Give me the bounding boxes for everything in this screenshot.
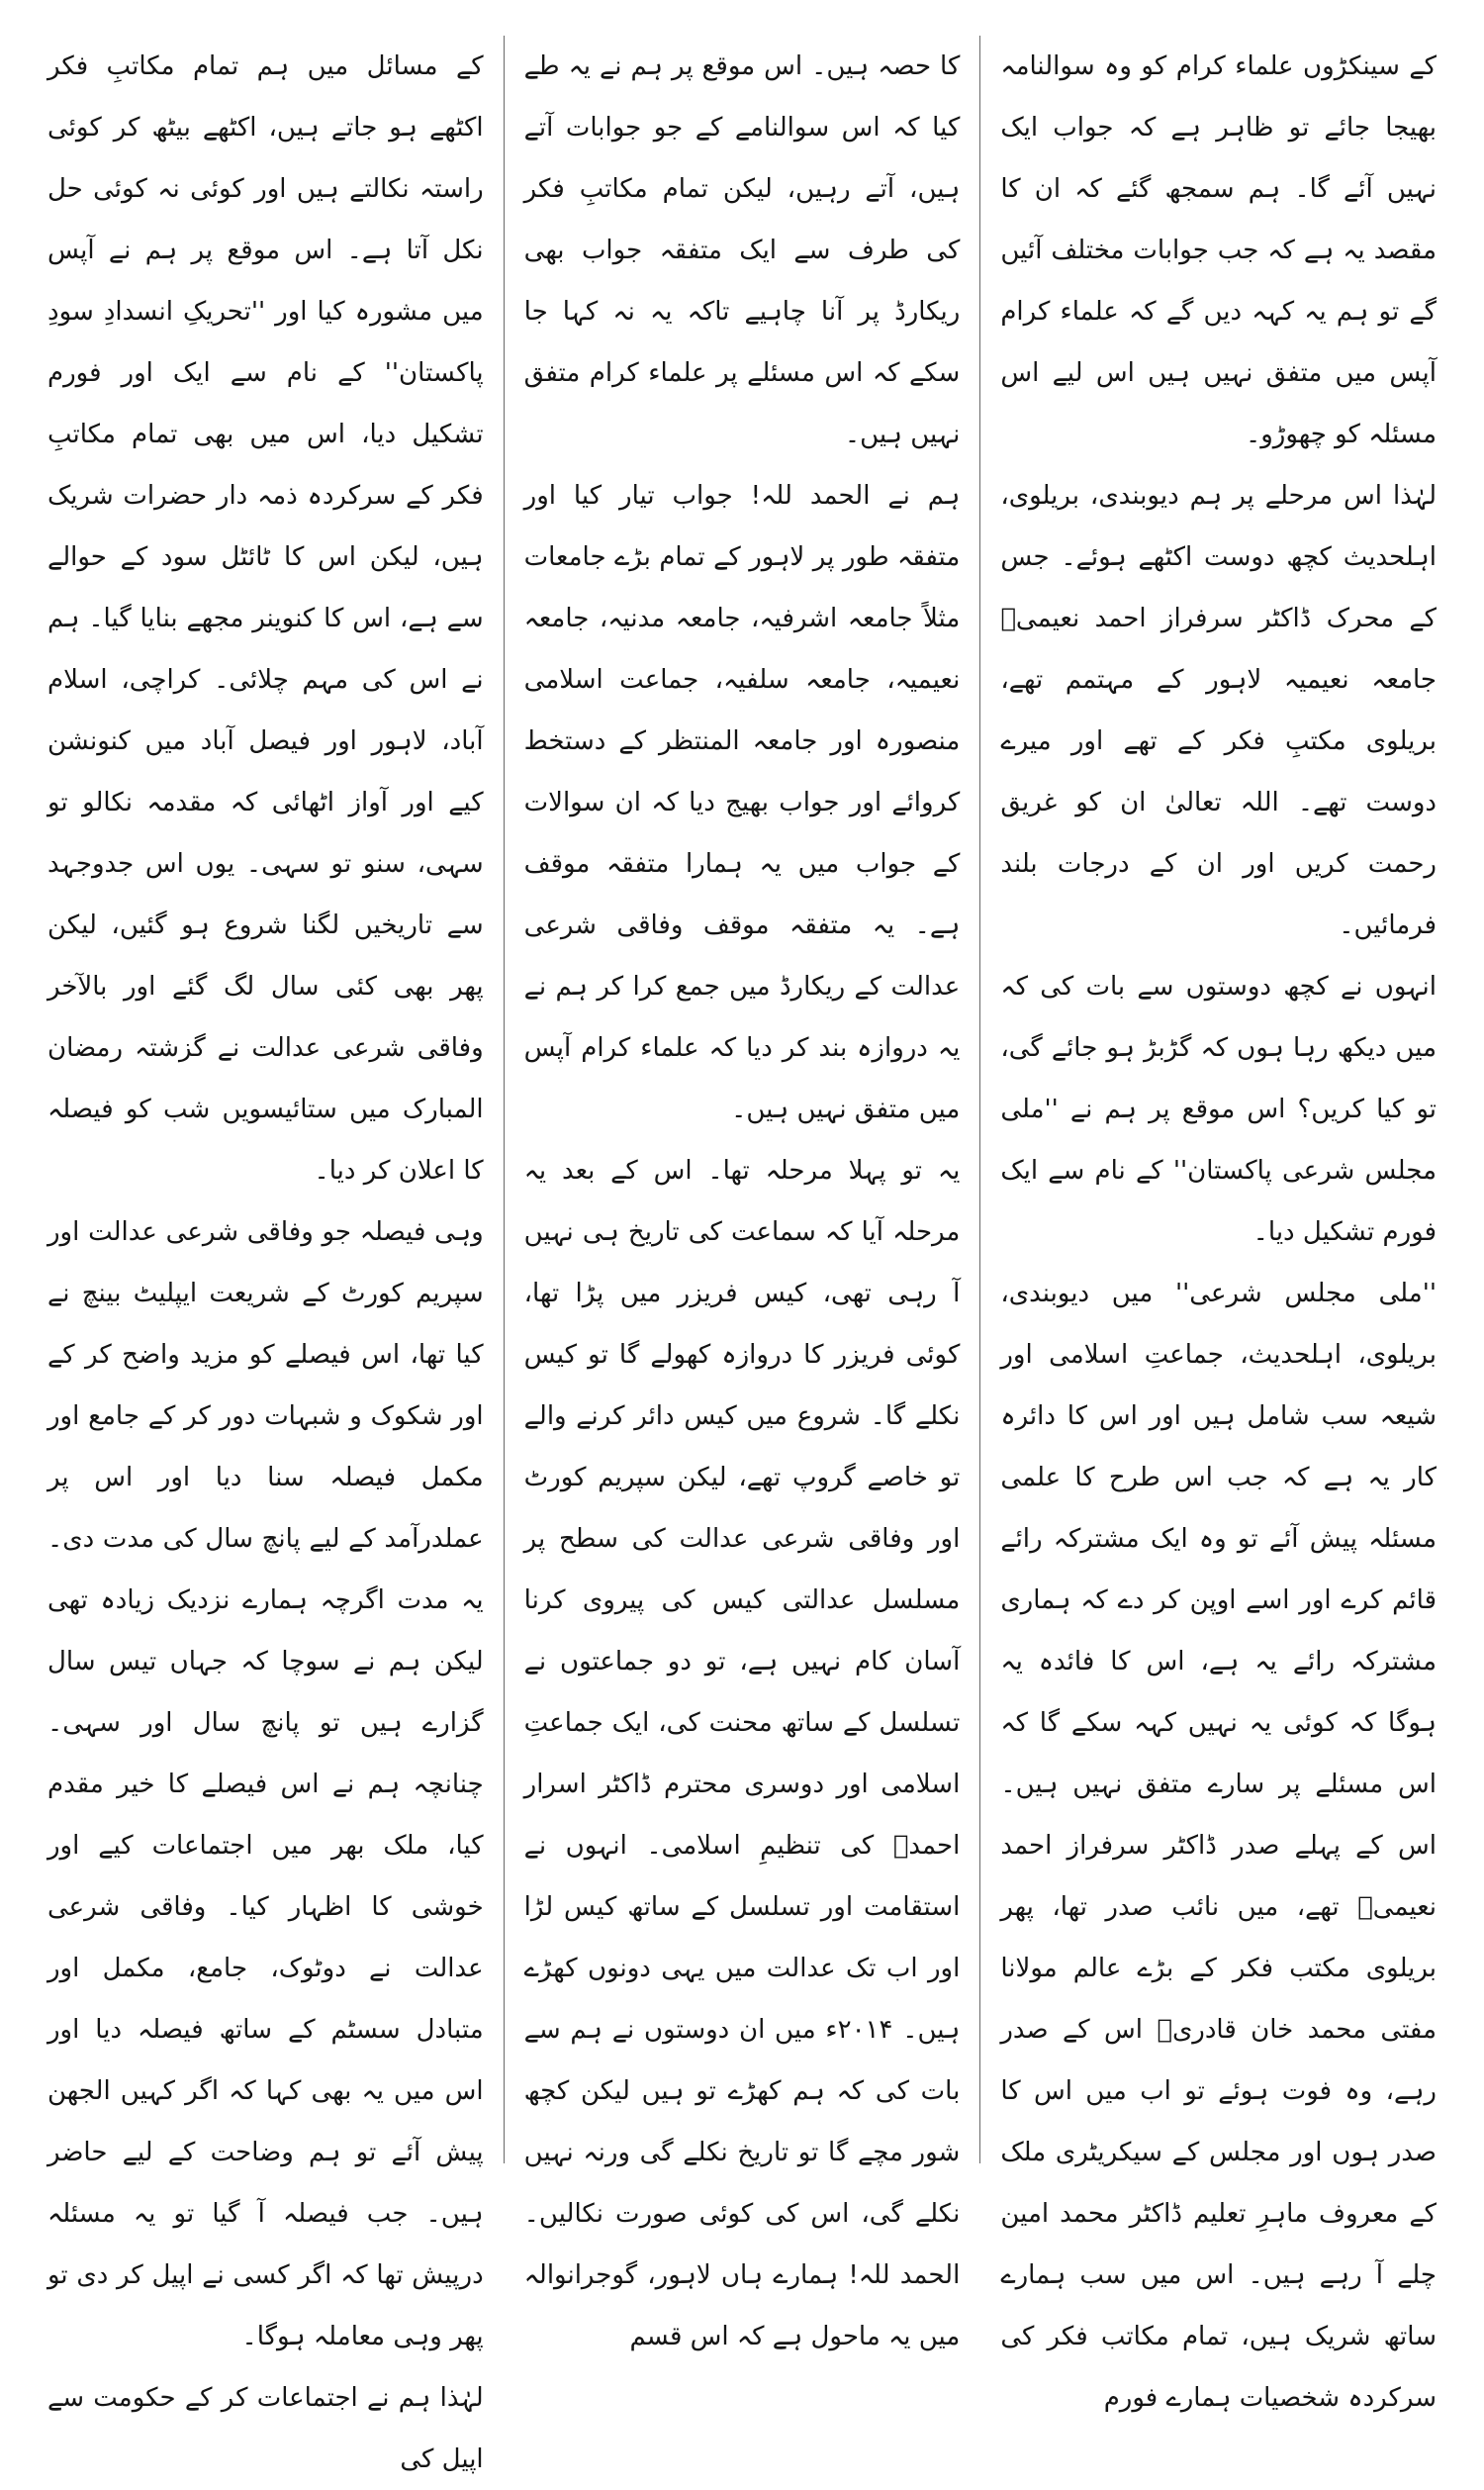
article-columns [28, 36, 1456, 2474]
column-1-paragraph-1: کے سینکڑوں علماء کرام کو وہ سوالنامہ بھیجا جائے تو ظاہر ہے کہ جواب ایک نہیں آئے گا۔ ہم سمجھ گئے کہ ان کا مقصد یہ ہے کہ جب جوابات مختلف آئیں گے تو ہم یہ کہہ دیں گے کہ علماء کرام آپس میں متفق نہیں ہیں اس لیے اس مسئلہ کو چھوڑو۔ [1000, 51, 1437, 449]
column-left [28, 36, 504, 2474]
column-3-paragraph-3: لہٰذا ہم نے اجتماعات کر کے حکومت سے اپیل کی [46, 2383, 484, 2474]
column-1-paragraph-2: لہٰذا اس مرحلے پر ہم دیوبندی، بریلوی، اہلحدیث کچھ دوست اکٹھے ہوئے۔ جس کے محرک ڈاکٹر سرفراز احمد نعیمیؒ جامعہ نعیمیہ لاہور کے مہتمم تھے، بریلوی مکتبِ فکر کے تھے اور میرے دوست تھے۔ اللہ تعالیٰ ان کو غریق رحمت کریں اور ان کے درجات بلند فرمائیں۔ [1000, 481, 1437, 940]
column-1-paragraph-3: انہوں نے کچھ دوستوں سے بات کی کہ میں دیکھ رہا ہوں کہ گڑبڑ ہو جائے گی، تو کیا کریں؟ اس موقع پر ہم نے ''ملی مجلس شرعی پاکستان'' کے نام سے ایک فورم تشکیل دیا۔ [1000, 972, 1437, 1247]
column-1-paragraph-4: ''ملی مجلس شرعی'' میں دیوبندی، بریلوی، اہلحدیث، جماعتِ اسلامی اور شیعہ سب شامل ہیں اور اس کا دائرہ کار یہ ہے کہ جب اس طرح کا علمی مسئلہ پیش آئے تو وہ ایک مشترکہ رائے قائم کرے اور اسے اوپن کر دے کہ ہماری مشترکہ رائے یہ ہے، اس کا فائدہ یہ ہوگا کہ کوئی یہ نہیں کہہ سکے گا کہ اس مسئلے پر سارے متفق نہیں ہیں۔ اس کے پہلے صدر ڈاکٹر سرفراز احمد نعیمیؒ تھے، میں نائب صدر تھا، پھر بریلوی مکتب فکر کے بڑے عالم مولانا مفتی محمد خان قادریؒ اس کے صدر رہے، وہ فوت ہوئے تو اب میں اس کا صدر ہوں اور مجلس کے سیکریٹری ملک کے معروف ماہرِ تعلیم ڈاکٹر محمد امین چلے آ رہے ہیں۔ اس میں سب ہمارے ساتھ شریک ہیں، تمام مکاتب فکر کی سرکردہ شخصیات ہمارے فورم [1000, 1279, 1437, 2413]
column-3-paragraph-2: وہی فیصلہ جو وفاقی شرعی عدالت اور سپریم کورٹ کے شریعت ایپلیٹ بینچ نے کیا تھا، اس فیصلے کو مزید واضح کر کے اور شکوک و شبہات دور کر کے جامع اور مکمل فیصلہ سنا دیا اور اس پر عملدرآمد کے لیے پانچ سال کی مدت دی۔ یہ مدت اگرچہ ہمارے نزدیک زیادہ تھی لیکن ہم نے سوچا کہ جہاں تیس سال گزارے ہیں تو پانچ سال اور سہی۔ چنانچہ ہم نے اس فیصلے کا خیر مقدم کیا، ملک بھر میں اجتماعات کیے اور خوشی کا اظہار کیا۔ وفاقی شرعی عدالت نے دوٹوک، جامع، مکمل اور متبادل سسٹم کے ساتھ فیصلہ دیا اور اس میں یہ بھی کہا کہ اگر کہیں الجھن پیش آئے تو ہم وضاحت کے لیے حاضر ہیں۔ جب فیصلہ آ گیا تو یہ مسئلہ درپیش تھا کہ اگر کسی نے اپیل کر دی تو پھر وہی معاملہ ہوگا۔ [46, 1217, 484, 2351]
column-right [979, 36, 1456, 2413]
column-2-paragraph-2: ہم نے الحمد للہ! جواب تیار کیا اور متفقہ طور پر لاہور کے تمام بڑے جامعات مثلاً جامعہ اشرفیہ، جامعہ مدنیہ، جامعہ نعیمیہ، جامعہ سلفیہ، جماعت اسلامی منصورہ اور جامعہ المنتظر کے دستخط کروائے اور جواب بھیج دیا کہ ان سوالات کے جواب میں یہ ہمارا متفقہ موقف ہے۔ یہ متفقہ موقف وفاقی شرعی عدالت کے ریکارڈ میں جمع کرا کر ہم نے یہ دروازہ بند کر دیا کہ علماء کرام آپس میں متفق نہیں ہیں۔ [523, 481, 961, 1124]
column-2-paragraph-1: کا حصہ ہیں۔ اس موقع پر ہم نے یہ طے کیا کہ اس سوالنامے کے جو جوابات آتے ہیں، آتے رہیں، لیکن تمام مکاتبِ فکر کی طرف سے ایک متفقہ جواب بھی ریکارڈ پر آنا چاہیے تاکہ یہ نہ کہا جا سکے کہ اس مسئلے پر علماء کرام متفق نہیں ہیں۔ [523, 51, 961, 449]
column-3-paragraph-1: کے مسائل میں ہم تمام مکاتبِ فکر اکٹھے ہو جاتے ہیں، اکٹھے بیٹھ کر کوئی راستہ نکالتے ہیں اور کوئی نہ کوئی حل نکل آتا ہے۔ اس موقع پر ہم نے آپس میں مشورہ کیا اور ''تحریکِ انسدادِ سودِ پاکستان'' کے نام سے ایک اور فورم تشکیل دیا، اس میں بھی تمام مکاتبِ فکر کے سرکردہ ذمہ دار حضرات شریک ہیں، لیکن اس کا ٹائٹل سود کے حوالے سے ہے، اس کا کنوینر مجھے بنایا گیا۔ ہم نے اس کی مہم چلائی۔ کراچی، اسلام آباد، لاہور اور فیصل آباد میں کنونشن کیے اور آواز اٹھائی کہ مقدمہ نکالو تو سہی، سنو تو سہی۔ یوں اس جدوجہد سے تاریخیں لگنا شروع ہو گئیں، لیکن پھر بھی کئی سال لگ گئے اور بالآخر وفاقی شرعی عدالت نے گزشتہ رمضان المبارک میں ستائیسویں شب کو فیصلہ کا اعلان کر دیا۔ [46, 51, 484, 1186]
column-2-paragraph-3: یہ تو پہلا مرحلہ تھا۔ اس کے بعد یہ مرحلہ آیا کہ سماعت کی تاریخ ہی نہیں آ رہی تھی، کیس فریزر میں پڑا تھا، کوئی فریزر کا دروازہ کھولے گا تو کیس نکلے گا۔ شروع میں کیس دائر کرنے والے تو خاصے گروپ تھے، لیکن سپریم کورٹ اور وفاقی شرعی عدالت کی سطح پر مسلسل عدالتی کیس کی پیروی کرنا آسان کام نہیں ہے، تو دو جماعتوں نے تسلسل کے ساتھ محنت کی، ایک جماعتِ اسلامی اور دوسری محترم ڈاکٹر اسرار احمدؒ کی تنظیمِ اسلامی۔ انہوں نے استقامت اور تسلسل کے ساتھ کیس لڑا اور اب تک عدالت میں یہی دونوں کھڑے ہیں۔ ۲۰۱۴ء میں ان دوستوں نے ہم سے بات کی کہ ہم کھڑے تو ہیں لیکن کچھ شور مچے گا تو تاریخ نکلے گی ورنہ نہیں نکلے گی، اس کی کوئی صورت نکالیں۔ الحمد للہ! ہمارے ہاں لاہور، گوجرانوالہ میں یہ ماحول ہے کہ اس قسم [523, 1156, 961, 2351]
column-middle [504, 36, 980, 2351]
